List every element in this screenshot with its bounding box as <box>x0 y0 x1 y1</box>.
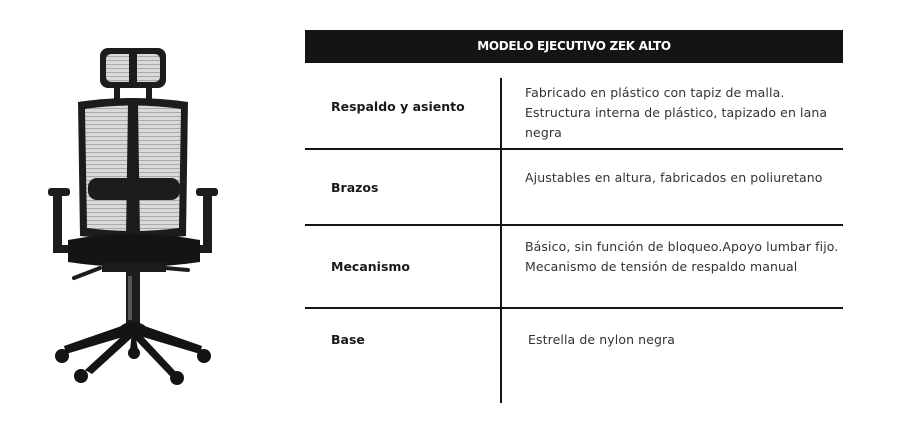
row-label-mecanismo: Mecanismo <box>331 259 410 274</box>
row-label-base: Base <box>331 332 365 347</box>
office-chair-image <box>40 40 230 390</box>
row-divider <box>305 224 843 226</box>
headrest <box>100 48 166 106</box>
row-desc-base: Estrella de nylon negra <box>528 332 676 347</box>
row-label-brazos: Brazos <box>331 180 379 195</box>
backrest <box>78 98 188 239</box>
spec-table-title: MODELO EJECUTIVO ZEK ALTO <box>305 30 843 63</box>
row-divider <box>305 148 843 150</box>
row-desc-mecanismo: Básico, sin función de bloqueo.Apoyo lumbar fijo. Mecanismo de tensión de respaldo manual <box>525 239 839 274</box>
row-desc-brazos: Ajustables en altura, fabricados en poliuretano <box>525 170 823 185</box>
row-divider <box>305 307 843 309</box>
row-label-respaldo: Respaldo y asiento <box>331 99 465 114</box>
casters <box>55 347 211 385</box>
row-desc-respaldo: Fabricado en plástico con tapiz de malla. Estructura interna de plástico, tapizado en lana negra <box>525 85 828 140</box>
column-divider <box>500 78 502 403</box>
